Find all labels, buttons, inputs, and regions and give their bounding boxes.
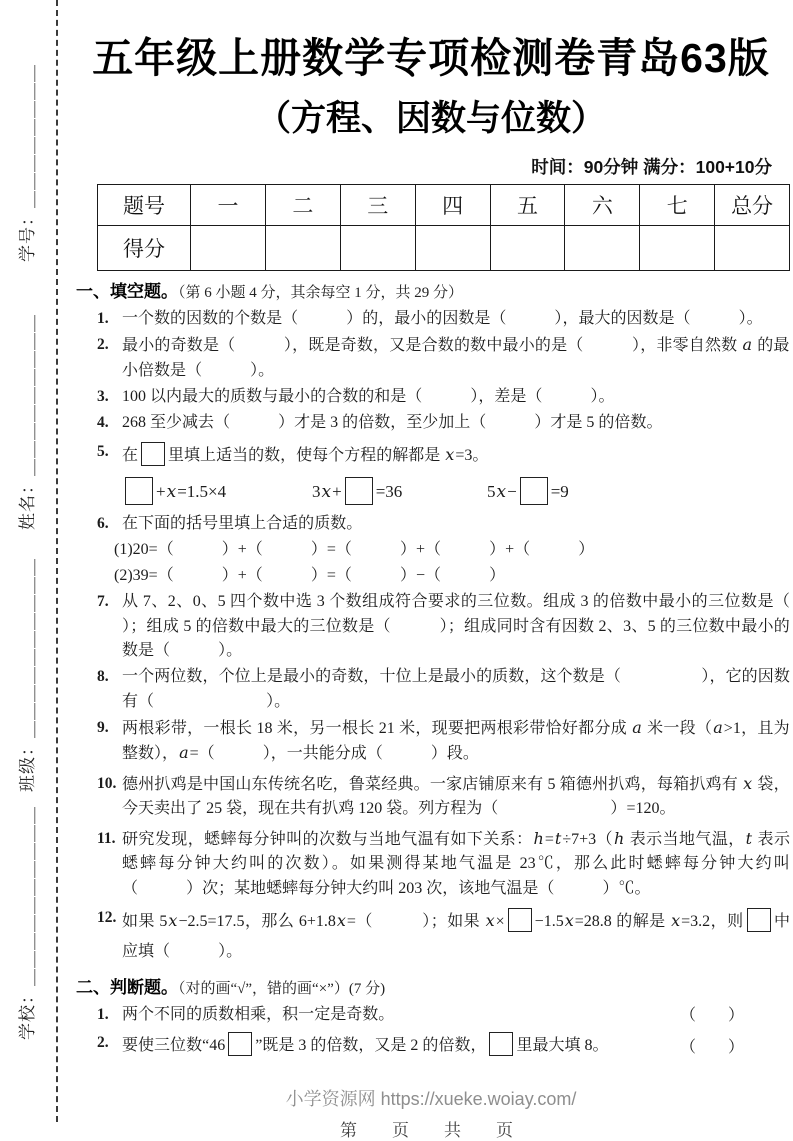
score-header-cell: 七: [640, 185, 715, 226]
question-text: 一个数的因数的个数是（ ）的，最小的因数是（ ），最大的因数是（ ）。: [122, 310, 763, 328]
blank-box: [345, 477, 373, 505]
page-footer: [70, 1085, 792, 1141]
blank-box: [125, 477, 153, 505]
judge-question-2: [97, 1031, 790, 1061]
student-name-label: 姓名：＿＿＿＿＿＿＿＿＿: [18, 314, 37, 530]
footer-page-label: 第 页 共 页: [340, 1120, 522, 1140]
question-text: 两根彩带，一根长 18 米，另一根长 21 米，现要把两根彩带恰好都分成 a 米一段（a>1，且为整数），a=（ ），一共能分成（ ）段。: [122, 717, 790, 763]
fold-dashed-line: [56, 0, 58, 1122]
score-table: [97, 184, 790, 271]
question-text: 如果 5x−2.5=17.5，那么 6+1.8x=（ ）；如果 x× −1.5x=28.8 的解是 x=3.2，则 中应填（ ）。: [122, 906, 790, 967]
question-text: 两个不同的质数相乘，积一定是奇数。: [122, 1006, 395, 1024]
score-header-cell: 五: [490, 185, 565, 226]
question-12: [97, 906, 790, 967]
score-blank-cell: [265, 226, 340, 271]
section-note: （对的画“√”，错的画“×”）(7 分): [178, 981, 386, 998]
score-blank-cell: [490, 226, 565, 271]
question-number: 9.: [97, 718, 109, 736]
student-id-label: 学号：＿＿＿＿＿＿＿＿: [18, 64, 37, 262]
question-5-equations: [122, 477, 792, 505]
equation: +x=1.5×4: [122, 477, 312, 505]
blank-box: [508, 908, 532, 932]
question-2: [97, 333, 790, 383]
question-number: 4.: [97, 413, 109, 431]
question-1: [97, 307, 790, 332]
question-7: [97, 590, 790, 664]
score-row-label: 得分: [98, 226, 191, 271]
page-title: 五年级上册数学专项检测卷青岛63版: [92, 35, 770, 81]
score-header-cell: 题号: [98, 185, 191, 226]
score-header-cell: 二: [265, 185, 340, 226]
question-5: [97, 440, 790, 471]
student-class-label: 班级：＿＿＿＿＿＿＿＿＿＿: [18, 558, 37, 792]
score-table-score-row: [98, 226, 790, 271]
question-number: 2.: [97, 336, 109, 354]
equation: 3x+ =36: [312, 477, 487, 505]
section-1-heading: [76, 281, 792, 304]
blank-box: [489, 1032, 513, 1056]
question-number: 5.: [97, 443, 109, 461]
question-text: 268 至少减去（ ）才是 3 的倍数，至少加上（ ）才是 5 的倍数。: [122, 413, 663, 431]
score-table-header-row: [98, 185, 790, 226]
score-header-cell: 总分: [715, 185, 790, 226]
score-header-cell: 四: [415, 185, 490, 226]
score-header-cell: 三: [340, 185, 415, 226]
exam-meta: 时间：90分钟 满分：100+10分: [531, 157, 772, 178]
score-blank-cell: [715, 226, 790, 271]
question-4: [97, 411, 790, 436]
score-header-cell: 一: [191, 185, 266, 226]
question-number: 11.: [97, 829, 116, 847]
section-2-heading: [76, 977, 792, 1000]
question-text: 最小的奇数是（ ），既是奇数，又是合数的数中最小的是（ ），非零自然数 a 的最小倍数是（ ）。: [122, 335, 790, 379]
question-text: 研究发现，蟋蟀每分钟叫的次数与当地气温有如下关系：h=t÷7+3（h 表示当地气温，t 表示蟋蟀每分钟大约叫的次数）。如果测得某地气温是 23℃，那么此时蟋蟀每分钟大约叫（ ）次；某地蟋蟀每分钟大约叫 203 次，该地气温是（ ）℃。: [122, 828, 790, 897]
score-blank-cell: [565, 226, 640, 271]
blank-box: [141, 442, 165, 466]
section-title: 一、填空题。: [76, 282, 178, 302]
section-title: 二、判断题。: [76, 978, 178, 998]
student-school-label: 学校：＿＿＿＿＿＿＿＿＿＿: [18, 806, 37, 1040]
answer-parentheses: （ ）: [679, 1038, 744, 1056]
equation: 5x− =9: [487, 477, 569, 505]
score-blank-cell: [415, 226, 490, 271]
question-subline: (1)20=（ ）+（ ）=（ ）+（ ）+（ ）: [114, 540, 595, 558]
blank-box: [228, 1032, 252, 1056]
question-10: [97, 772, 790, 822]
question-9: [97, 716, 790, 767]
answer-parentheses: （ ）: [679, 1007, 744, 1025]
question-number: 6.: [97, 515, 109, 533]
question-text: 100 以内最大的质数与最小的合数的和是（ ），差是（ ）。: [122, 387, 615, 405]
question-number: 3.: [97, 387, 109, 405]
score-blank-cell: [191, 226, 266, 271]
question-text: [114, 512, 790, 589]
question-number: 12.: [97, 909, 117, 927]
question-number: 10.: [97, 774, 117, 792]
question-11: [97, 827, 790, 902]
question-text: 要使三位数“46 ”既是 3 的倍数，又是 2 的倍数， 里最大填 8。: [122, 1031, 680, 1061]
question-3: [97, 385, 790, 410]
question-number: 8.: [97, 668, 109, 686]
question-6: [97, 512, 790, 589]
question-number: 1.: [97, 310, 109, 328]
score-header-cell: 六: [565, 185, 640, 226]
question-number: 2.: [97, 1033, 109, 1051]
section-note: （第 6 小题 4 分，其余每空 1 分，共 29 分）: [178, 285, 464, 302]
judge-question-1: [97, 1003, 790, 1029]
question-subline: (2)39=（ ）+（ ）=（ ）−（ ）: [114, 566, 506, 584]
footer-site-link[interactable]: 小学资源网 https://xueke.woiay.com/: [285, 1088, 577, 1109]
question-text: 从 7、2、0、5 四个数中选 3 个数组成符合要求的三位数。组成 3 的倍数中最小的三位数是（ ）；组成 5 的倍数中最大的三位数是（ ）；组成同时含有因数 2、3、5 的三位数中最小的数是（ ）。: [122, 593, 790, 660]
blank-box: [747, 908, 771, 932]
question-text-line: 在下面的括号里填上合适的质数。: [122, 515, 363, 533]
question-text: 在 里填上适当的数，使每个方程的解都是 x=3。: [122, 440, 790, 471]
exam-page: [70, 0, 792, 1141]
question-number: 1.: [97, 1006, 109, 1024]
question-8: [97, 665, 790, 714]
question-text: 一个两位数，个位上是最小的奇数，十位上是最小的质数，这个数是（ ），它的因数有（ ）。: [122, 668, 790, 710]
blank-box: [520, 477, 548, 505]
score-blank-cell: [340, 226, 415, 271]
question-text: 德州扒鸡是中国山东传统名吃，鲁菜经典。一家店铺原来有 5 箱德州扒鸡，每箱扒鸡有 x 袋，今天卖出了 25 袋，现在共有扒鸡 120 袋。列方程为（ ）=120。: [122, 773, 790, 818]
page-subtitle: （方程、因数与位数）: [255, 99, 606, 139]
question-number: 7.: [97, 593, 109, 611]
score-blank-cell: [640, 226, 715, 271]
